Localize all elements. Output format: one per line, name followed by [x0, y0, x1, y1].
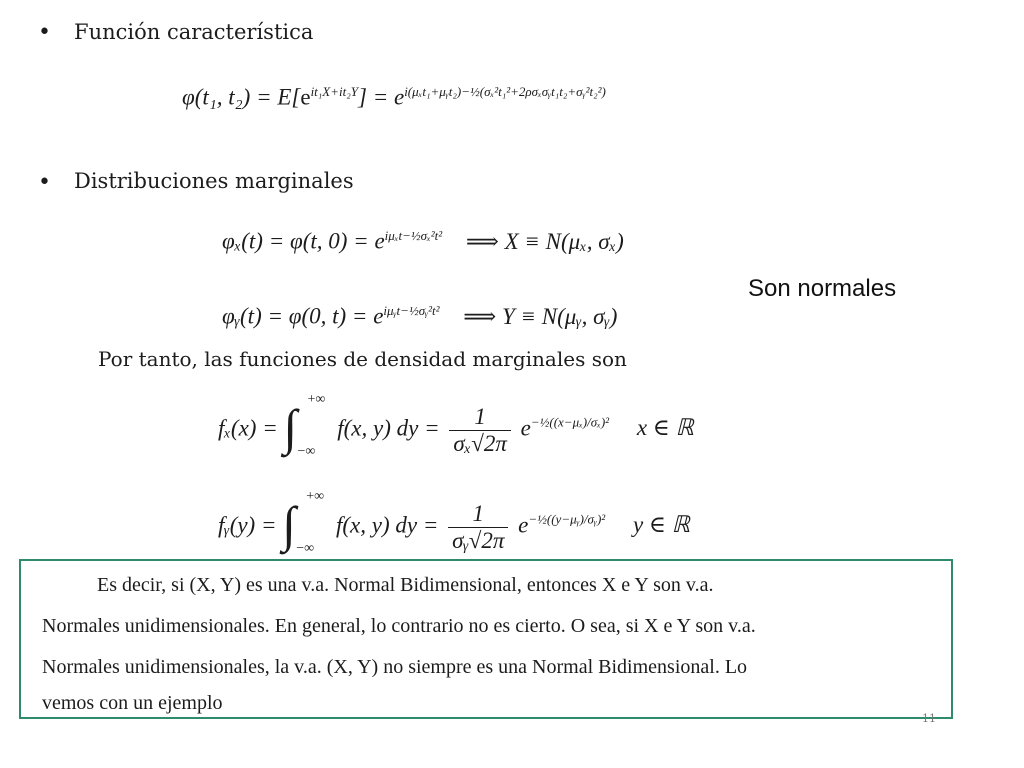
equation-phi-x [222, 228, 624, 255]
phi-y-lhs: φᵧ(t) = φ(0, t) = e [222, 303, 384, 329]
fx-int-lower: −∞ [297, 444, 316, 459]
page-number: 11 [922, 712, 936, 725]
phi-x-implies: ⟹ X ≡ N(μₓ, σₓ) [465, 228, 624, 254]
fy-lhs: fᵧ(y) = [218, 512, 277, 538]
fy-fraction [448, 501, 508, 554]
fy-domain: y ∈ ℝ [632, 512, 690, 538]
highlight-box-text [42, 565, 942, 718]
char-fn-exp-rhs: i(μₓt₁+μᵧt₂)−½(σₓ²t₁²+2ρσₓσᵧt₁t₂+σᵧ²t₂²) [404, 84, 606, 99]
fx-exp-sup: −½((x−μₓ)/σₓ)² [530, 414, 610, 430]
bullet-dot: • [38, 20, 51, 45]
char-fn-lhs: φ(t₁, t₂) = E[ [182, 84, 301, 110]
char-fn-mid: ] = e [358, 84, 405, 110]
fy-int-lower: −∞ [296, 541, 315, 556]
equation-density-x [218, 392, 694, 462]
fx-lhs: fₓ(x) = [218, 415, 278, 441]
fx-den: σₓ√2π [453, 430, 507, 456]
equation-characteristic-function: φ(t₁, $t_2) = E[e^{it_1X+it_2Y}] = e^{i(\mu_xt_1+\mu ᵧt_2)-\frac{1}{2}(\sigma_x^2t_1^2+2\rho\sigma_x\sigma ᵧt_1t_2+\sigma ᵧ^2t_2^2)}$ [182, 84, 606, 110]
fx-num: 1 [449, 404, 511, 431]
phi-x-lhs: φₓ(t) = φ(t, 0) = e [222, 228, 385, 254]
box-line-1: Es decir, si (X, Y) es una v.a. Normal Bidimensional, entonces X e Y son v.a. [97, 574, 714, 596]
fx-exp-base: e [520, 415, 531, 441]
fy-den: σᵧ√2π [452, 527, 505, 553]
fx-domain: x ∈ ℝ [636, 415, 694, 441]
fx-int-upper: +∞ [307, 392, 326, 407]
paragraph-marginal-densities: Por tanto, las funciones de densidad marginales son [98, 347, 627, 371]
integral-sign: ∫ +∞ −∞ [283, 392, 326, 459]
char-fn-exp-inner: it₁X+it₂Y [310, 84, 358, 99]
box-line-3: Normales unidimensionales, la v.a. (X, Y) no siempre es una Normal Bidimensional. Lo [42, 656, 748, 678]
fy-int-upper: +∞ [306, 489, 325, 504]
bullet-dot: • [38, 170, 51, 195]
box-line-4: vemos con un ejemplo [42, 692, 223, 714]
equation-density-y [218, 489, 690, 559]
fx-fraction [449, 404, 511, 457]
fx-integrand: f(x, y) dy = [337, 415, 440, 441]
fy-integrand: f(x, y) dy = [336, 512, 439, 538]
section-title-characteristic-function: Función característica [74, 20, 314, 44]
annotation-son-normales: Son normales [748, 275, 897, 302]
fy-exp-sup: −½((y−μᵧ)/σᵧ)² [528, 511, 606, 527]
box-line-2: Normales unidimensionales. En general, lo contrario no es cierto. O sea, si X e Y son v.a. [42, 615, 756, 637]
fy-num: 1 [448, 501, 508, 528]
phi-x-exp: iμₓt−½σₓ²t² [384, 228, 443, 243]
phi-y-implies: ⟹ Y ≡ N(μᵧ, σᵧ) [463, 303, 618, 329]
integral-sign: ∫ +∞ −∞ [282, 489, 325, 556]
fy-exp-base: e [518, 512, 529, 538]
equation-phi-y [222, 303, 617, 330]
phi-y-exp: iμᵧt−½σᵧ²t² [383, 303, 440, 318]
section-title-marginal-distributions: Distribuciones marginales [74, 169, 354, 193]
